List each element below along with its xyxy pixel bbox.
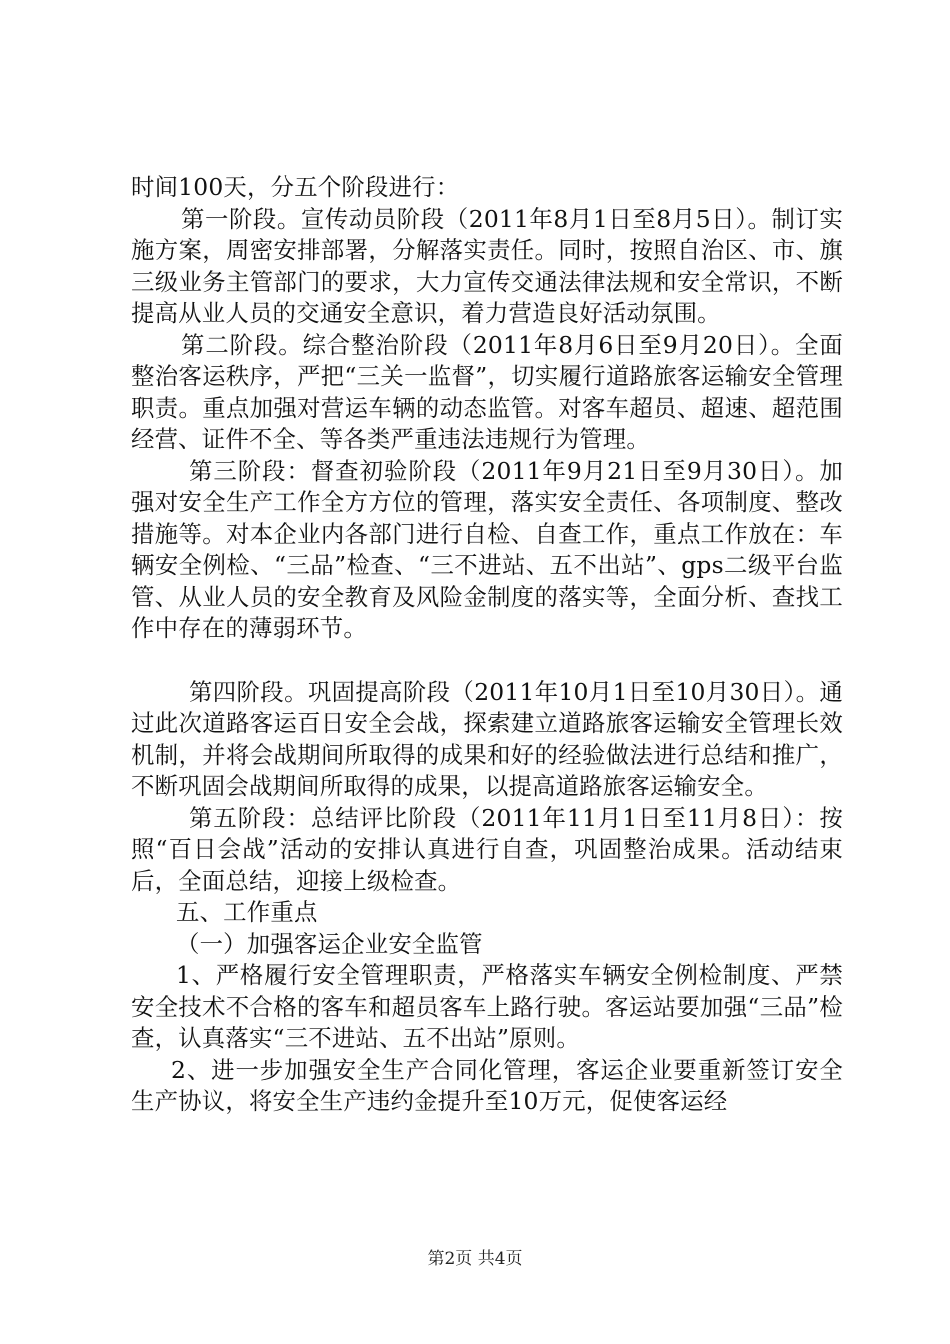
- subsection-heading-supervision: （一）加强客运企业安全监管: [176, 929, 483, 958]
- list-item-2: 2、进一步加强安全生产合同化管理，客运企业要重新签订安全生产协议，将安全生产违约金提升至10万元，促使客运经: [131, 1055, 843, 1115]
- paragraph-stage-1: 第一阶段。宣传动员阶段（2011年8月1日至8月5日）。制订实施方案，周密安排部署，分解落实责任。同时，按照自治区、市、旗三级业务主管部门的要求，大力宣传交通法律法规和安全常识，不断提高从业人员的交通安全意识，着力营造良好活动氛围。: [131, 204, 843, 327]
- paragraph-stage-4: 第四阶段。巩固提高阶段（2011年10月1日至10月30日）。通过此次道路客运百日安全会战，探索建立道路旅客运输安全管理长效机制，并将会战期间所取得的成果和好的经验做法进行总结和推广，不断巩固会战期间所取得的成果，以提高道路旅客运输安全。: [131, 677, 843, 800]
- document-body: [131, 172, 843, 1118]
- page-number-footer: 第2页 共4页: [427, 1249, 523, 1269]
- list-item-1: 1、严格履行安全管理职责，严格落实车辆安全例检制度、严禁安全技术不合格的客车和超员客车上路行驶。客运站要加强“三品”检查，认真落实“三不进站、五不出站”原则。: [131, 961, 843, 1052]
- paragraph-stage-3: 第三阶段：督查初验阶段（2011年9月21日至9月30日）。加强对安全生产工作全方方位的管理，落实安全责任、各项制度、整改措施等。对本企业内各部门进行自检、自查工作，重点工作放在：车辆安全例检、“三品”检查、“三不进站、五不出站”、gps二级平台监管、从业人员的安全教育及风险金制度的落实等，全面分析、查找工作中存在的薄弱环节。: [131, 456, 843, 642]
- paragraph-intro: 时间100天，分五个阶段进行：: [131, 173, 460, 201]
- section-heading-work-focus: 五、工作重点: [176, 898, 318, 926]
- paragraph-stage-2: 第二阶段。综合整治阶段（2011年8月6日至9月20日）。全面整治客运秩序，严把“三关一监督”，切实履行道路旅客运输安全管理职责。重点加强对营运车辆的动态监管。对客车超员、超速、超范围经营、证件不全、等各类严重违法违规行为管理。: [131, 330, 843, 453]
- paragraph-stage-5: 第五阶段：总结评比阶段（2011年11月1日至11月8日）：按照“百日会战”活动的安排认真进行自查，巩固整治成果。活动结束后，全面总结，迎接上级检查。: [131, 803, 843, 895]
